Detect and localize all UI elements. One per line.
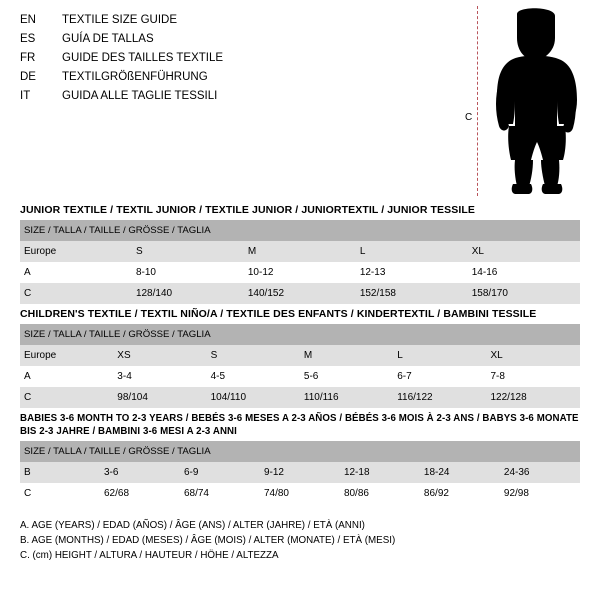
cell: XS — [113, 345, 206, 366]
language-row — [20, 71, 400, 90]
measurement-figure — [455, 6, 590, 196]
cell: S — [207, 345, 300, 366]
table-row — [20, 366, 580, 387]
cell: 86/92 — [420, 483, 500, 504]
row-label: B — [20, 462, 100, 483]
size-table-babies — [20, 441, 580, 504]
section-title: BABIES 3-6 MONTH TO 2-3 YEARS / BEBÉS 3-6 MESES A 2-3 AÑOS / BÉBÉS 3-6 MOIS À 2-3 ANS / BABYS 3-6 MONATE BIS 2-3 JAHRE / BAMBINI 3-6 MESI A 2-3 ANNI — [20, 413, 579, 437]
cell: M — [300, 345, 393, 366]
size-header-label: SIZE / TALLA / TAILLE / GRÖSSE / TAGLIA — [20, 441, 580, 462]
cell: L — [356, 241, 468, 262]
measure-label-c: C — [465, 112, 473, 123]
language-title: TEXTILGRÖßENFÜHRUNG — [62, 71, 208, 83]
section-babies-textile — [20, 408, 580, 504]
table-header-row — [20, 441, 580, 462]
cell: 6-7 — [393, 366, 486, 387]
cell: 152/158 — [356, 283, 468, 304]
table-header-row — [20, 220, 580, 241]
language-title: GUIDA ALLE TAGLIE TESSILI — [62, 90, 218, 102]
row-label: C — [20, 387, 113, 408]
table-row — [20, 262, 580, 283]
cell: S — [132, 241, 244, 262]
table-header-row — [20, 324, 580, 345]
section-title: JUNIOR TEXTILE / TEXTIL JUNIOR / TEXTILE JUNIOR / JUNIORTEXTIL / JUNIOR TESSILE — [20, 204, 475, 216]
cell: L — [393, 345, 486, 366]
cell: 98/104 — [113, 387, 206, 408]
cell: 14-16 — [468, 262, 580, 283]
language-row — [20, 14, 400, 33]
table-row — [20, 462, 580, 483]
section-junior-textile — [20, 200, 580, 304]
cell: 7-8 — [486, 366, 580, 387]
cell: 8-10 — [132, 262, 244, 283]
cell: 74/80 — [260, 483, 340, 504]
cell: 158/170 — [468, 283, 580, 304]
size-table-junior — [20, 220, 580, 304]
language-code: DE — [20, 71, 36, 83]
row-label: A — [20, 366, 113, 387]
cell: XL — [486, 345, 580, 366]
table-row — [20, 241, 580, 262]
cell: XL — [468, 241, 580, 262]
language-code: EN — [20, 14, 36, 26]
cell: 4-5 — [207, 366, 300, 387]
language-row — [20, 90, 400, 109]
cell: 9-12 — [260, 462, 340, 483]
cell: 24-36 — [500, 462, 580, 483]
height-guide-line — [477, 6, 478, 196]
language-row — [20, 52, 400, 71]
cell: 116/122 — [393, 387, 486, 408]
language-title: GUIDE DES TAILLES TEXTILE — [62, 52, 224, 64]
language-title-list — [20, 14, 400, 109]
row-label: Europe — [20, 345, 113, 366]
cell: 140/152 — [244, 283, 356, 304]
cell: 12-18 — [340, 462, 420, 483]
language-code: IT — [20, 90, 31, 102]
cell: 62/68 — [100, 483, 180, 504]
section-title: CHILDREN'S TEXTILE / TEXTIL NIÑO/A / TEXTILE DES ENFANTS / KINDERTEXTIL / BAMBINI TESSILE — [20, 308, 537, 320]
legend-item-c: C. (cm) HEIGHT / ALTURA / HAUTEUR / HÖHE / ALTEZZA — [20, 550, 279, 561]
legend-item-a: A. AGE (YEARS) / EDAD (AÑOS) / ÂGE (ANS) / ALTER (JAHRE) / ETÀ (ANNI) — [20, 520, 365, 531]
cell: 92/98 — [500, 483, 580, 504]
table-row — [20, 483, 580, 504]
section-childrens-textile — [20, 304, 580, 408]
table-row — [20, 283, 580, 304]
cell: 6-9 — [180, 462, 260, 483]
cell: 110/116 — [300, 387, 393, 408]
language-row — [20, 33, 400, 52]
row-label: Europe — [20, 241, 132, 262]
table-row — [20, 345, 580, 366]
cell: 122/128 — [486, 387, 580, 408]
cell: 10-12 — [244, 262, 356, 283]
language-code: FR — [20, 52, 36, 64]
size-header-label: SIZE / TALLA / TAILLE / GRÖSSE / TAGLIA — [20, 324, 580, 345]
cell: 18-24 — [420, 462, 500, 483]
row-label: C — [20, 483, 100, 504]
size-header-label: SIZE / TALLA / TAILLE / GRÖSSE / TAGLIA — [20, 220, 580, 241]
header — [0, 0, 600, 200]
language-title: GUÍA DE TALLAS — [62, 33, 154, 45]
toddler-silhouette-icon — [487, 8, 587, 196]
cell: M — [244, 241, 356, 262]
size-table-children — [20, 324, 580, 408]
cell: 3-6 — [100, 462, 180, 483]
language-title: TEXTILE SIZE GUIDE — [62, 14, 178, 26]
language-code: ES — [20, 33, 36, 45]
cell: 104/110 — [207, 387, 300, 408]
cell: 80/86 — [340, 483, 420, 504]
table-row — [20, 387, 580, 408]
cell: 12-13 — [356, 262, 468, 283]
cell: 3-4 — [113, 366, 206, 387]
legend — [20, 518, 580, 563]
row-label: A — [20, 262, 132, 283]
cell: 68/74 — [180, 483, 260, 504]
cell: 128/140 — [132, 283, 244, 304]
row-label: C — [20, 283, 132, 304]
legend-item-b: B. AGE (MONTHS) / EDAD (MESES) / ÂGE (MOIS) / ALTER (MONATE) / ETÀ (MESI) — [20, 535, 396, 546]
cell: 5-6 — [300, 366, 393, 387]
